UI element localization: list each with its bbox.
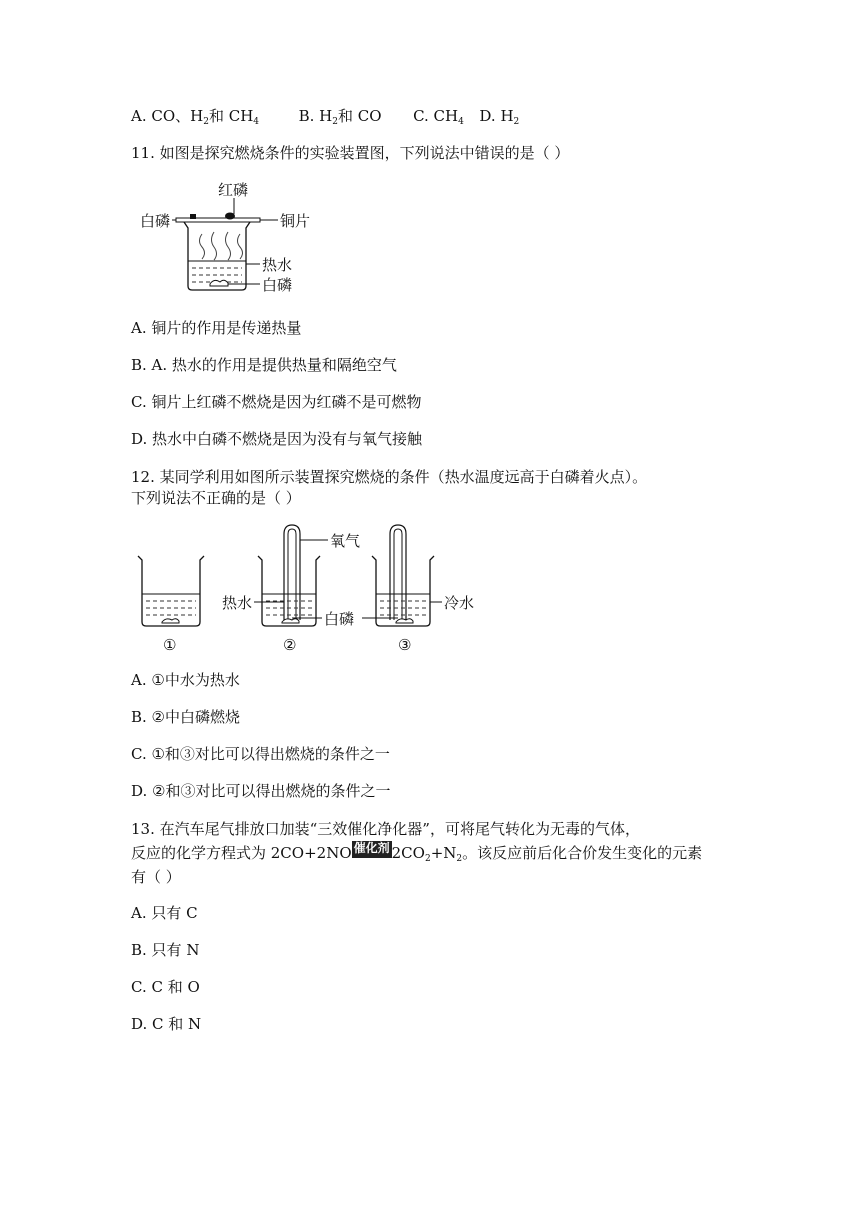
q13-line3: 有（ ） xyxy=(131,868,181,886)
q10-option-b: B. $H_2$和 CO xyxy=(298,107,382,127)
q11-label-white-phosphorus-bottom: 白磷 xyxy=(262,276,293,294)
q11-label-hot-water: 热水 xyxy=(262,256,293,274)
q11-label-copper: 铜片 xyxy=(280,212,311,230)
q12-label-oxygen: 氧气 xyxy=(330,532,361,550)
q13-option-b: B. 只有 N xyxy=(131,941,200,959)
q10-option-d: D. $H_2$ xyxy=(479,107,520,127)
q12-option-c: C. ①和③对比可以得出燃烧的条件之一 xyxy=(131,745,390,763)
q13-option-a: A. 只有 C xyxy=(131,904,198,922)
q12-label-hot-water: 热水 xyxy=(222,594,253,612)
q11-option-d: D. 热水中白磷不燃烧是因为没有与氧气接触 xyxy=(131,430,423,448)
q12-figure xyxy=(132,522,492,654)
q12-label-n1: ① xyxy=(163,636,177,654)
q12-label-cold-water: 冷水 xyxy=(444,594,475,612)
q10-option-a: A. CO、$H_2$和 $CH_4$ xyxy=(131,107,260,127)
q12-option-b: B. ②中白磷燃烧 xyxy=(131,708,241,726)
q12-label-n2: ② xyxy=(283,636,297,654)
q13-option-c: C. C 和 O xyxy=(131,978,200,996)
q11-label-red-phosphorus: 红磷 xyxy=(218,181,249,199)
q10-option-c: C. $CH_4$ xyxy=(413,107,464,127)
q13-line2: 反应的化学方程式为 2CO+2NO 催化剂 $2CO_2+N_2$。该反应前后化合价发生变化的元素 xyxy=(131,841,703,864)
q11-stem: 11. 如图是探究燃烧条件的实验装置图，下列说法中错误的是（ ） xyxy=(131,144,570,162)
q11-label-white-phosphorus-top: 白磷 xyxy=(140,212,171,230)
q12-stem-line2: 下列说法不正确的是（ ） xyxy=(131,489,301,507)
q13-option-d: D. C 和 N xyxy=(131,1015,202,1033)
q13-line1: 13. 在汽车尾气排放口加装“三效催化净化器”，可将尾气转化为无毒的气体， xyxy=(131,820,640,838)
q12-label-white-phosphorus: 白磷 xyxy=(324,610,355,628)
q11-option-b: B. A. 热水的作用是提供热量和隔绝空气 xyxy=(131,356,397,374)
q11-option-c: C. 铜片上红磷不燃烧是因为红磷不是可燃物 xyxy=(131,393,422,411)
q12-label-n3: ③ xyxy=(398,636,412,654)
q12-stem-line1: 12. 某同学利用如图所示装置探究燃烧的条件（热水温度远高于白磷着火点）。 xyxy=(131,468,648,486)
q11-figure xyxy=(138,176,318,294)
q11-option-a: A. 铜片的作用是传递热量 xyxy=(131,319,302,337)
q12-option-d: D. ②和③对比可以得出燃烧的条件之一 xyxy=(131,782,391,800)
q10-options xyxy=(131,106,519,126)
catalyst-label: 催化剂 xyxy=(352,841,392,858)
q12-option-a: A. ①中水为热水 xyxy=(131,671,240,689)
